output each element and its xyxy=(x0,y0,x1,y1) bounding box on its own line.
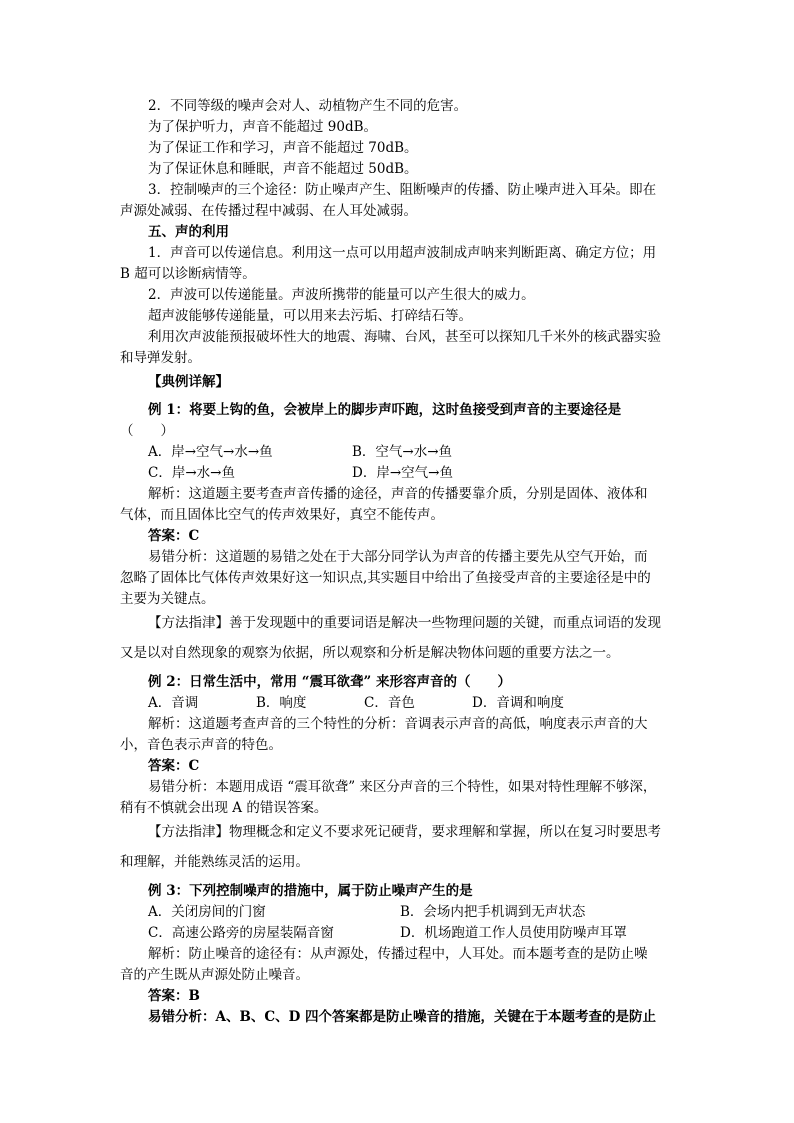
method-tip: 【方法指津】物理概念和定义不要求死记硬背，要求理解和掌握，所以在复习时要思考 xyxy=(148,824,661,840)
section-heading: 五、声的利用 xyxy=(148,224,229,240)
analysis: 解析：防止噪音的途径有：从声源处，传播过程中，人耳处。而本题考查的是防止噪 xyxy=(148,946,648,962)
error-analysis: 易错分析：A、B、C、D 四个答案都是防止噪音的措施，关键在于本题考查的是防止 xyxy=(148,1009,657,1025)
answer: 答案：B xyxy=(148,988,200,1004)
option: B．空气→水→鱼 xyxy=(352,444,453,460)
section-heading: 【典例详解】 xyxy=(148,374,229,390)
error-analysis: 主要为关键点。 xyxy=(120,591,215,607)
paragraph: 为了保证工作和学习，声音不能超过 70dB。 xyxy=(148,140,418,156)
analysis: 解析：这道题主要考查声音传播的途径，声音的传播要靠介质，分别是固体、液体和 xyxy=(148,486,648,502)
paragraph: 为了保护听力，声音不能超过 90dB。 xyxy=(148,119,378,135)
answer: 答案：C xyxy=(148,758,200,774)
paragraph: 2．不同等级的噪声会对人、动植物产生不同的危害。 xyxy=(148,98,468,114)
option: A．音调 xyxy=(148,695,199,711)
option: B．响度 xyxy=(256,695,307,711)
paragraph: 1．声音可以传递信息。利用这一点可以用超声波制成声呐来判断距离、确定方位；用 xyxy=(148,245,657,261)
option: B．会场内把手机调到无声状态 xyxy=(400,904,586,920)
example-2-question: 例 2：日常生活中，常用 “震耳欲聋” 来形容声音的（ ） xyxy=(148,674,512,690)
option: C．高速公路旁的房屋装隔音窗 xyxy=(148,925,334,941)
option: D．机场跑道工作人员使用防噪声耳罩 xyxy=(400,925,627,941)
error-analysis: 易错分析：这道题的易错之处在于大部分同学认为声音的传播主要先从空气开始，而 xyxy=(148,549,648,565)
paragraph: B 超可以诊断病情等。 xyxy=(120,266,256,282)
option: A．岸→空气→水→鱼 xyxy=(148,444,273,460)
paragraph: 利用次声波能预报破坏性大的地震、海啸、台风，甚至可以探知几千米外的核武器实验 xyxy=(148,329,661,345)
example-1-bracket: （ ） xyxy=(120,423,174,439)
example-1-question: 例 1：将要上钩的鱼，会被岸上的脚步声吓跑，这时鱼接受到声音的主要途径是 xyxy=(148,402,622,418)
paragraph: 2．声波可以传递能量。声波所携带的能量可以产生很大的威力。 xyxy=(148,287,535,303)
paragraph: 超声波能够传递能量，可以用来去污垢、打碎结石等。 xyxy=(148,308,472,324)
method-tip: 和理解，并能熟练灵活的运用。 xyxy=(120,854,309,870)
method-tip: 【方法指津】善于发现题中的重要词语是解决一些物理问题的关键，而重点词语的发现 xyxy=(148,615,661,631)
option: D．音调和响度 xyxy=(472,695,564,711)
answer: 答案：C xyxy=(148,528,200,544)
paragraph: 和导弹发射。 xyxy=(120,350,201,366)
error-analysis: 稍有不慎就会出现 A 的错误答案。 xyxy=(120,800,328,816)
analysis: 解析：这道题考查声音的三个特性的分析：音调表示声音的高低，响度表示声音的大 xyxy=(148,716,648,732)
method-tip: 又是以对自然现象的观察为依据，所以观察和分析是解决物体问题的重要方法之一。 xyxy=(120,645,620,661)
example-3-question: 例 3：下列控制噪声的措施中，属于防止噪声产生的是 xyxy=(148,883,473,899)
analysis: 小，音色表示声音的特色。 xyxy=(120,737,282,753)
option: C．音色 xyxy=(364,695,415,711)
analysis: 气体，而且固体比空气的传声效果好，真空不能传声。 xyxy=(120,507,444,523)
paragraph: 3．控制噪声的三个途径：防止噪声产生、阻断噪声的传播、防止噪声进入耳朵。即在 xyxy=(148,182,657,198)
paragraph: 为了保证休息和睡眠，声音不能超过 50dB。 xyxy=(148,161,418,177)
error-analysis: 忽略了固体比气体传声效果好这一知识点,其实题目中给出了鱼接受声音的主要途径是中的 xyxy=(120,570,651,586)
option: D．岸→空气→鱼 xyxy=(352,465,453,481)
option: A．关闭房间的门窗 xyxy=(148,904,266,920)
error-analysis: 易错分析：本题用成语 “震耳欲聋” 来区分声音的三个特性，如果对特性理解不够深， xyxy=(148,779,657,795)
analysis: 音的产生既从声源处防止噪音。 xyxy=(120,967,309,983)
paragraph: 声源处减弱、在传播过程中减弱、在人耳处减弱。 xyxy=(120,203,417,219)
option: C．岸→水→鱼 xyxy=(148,465,235,481)
